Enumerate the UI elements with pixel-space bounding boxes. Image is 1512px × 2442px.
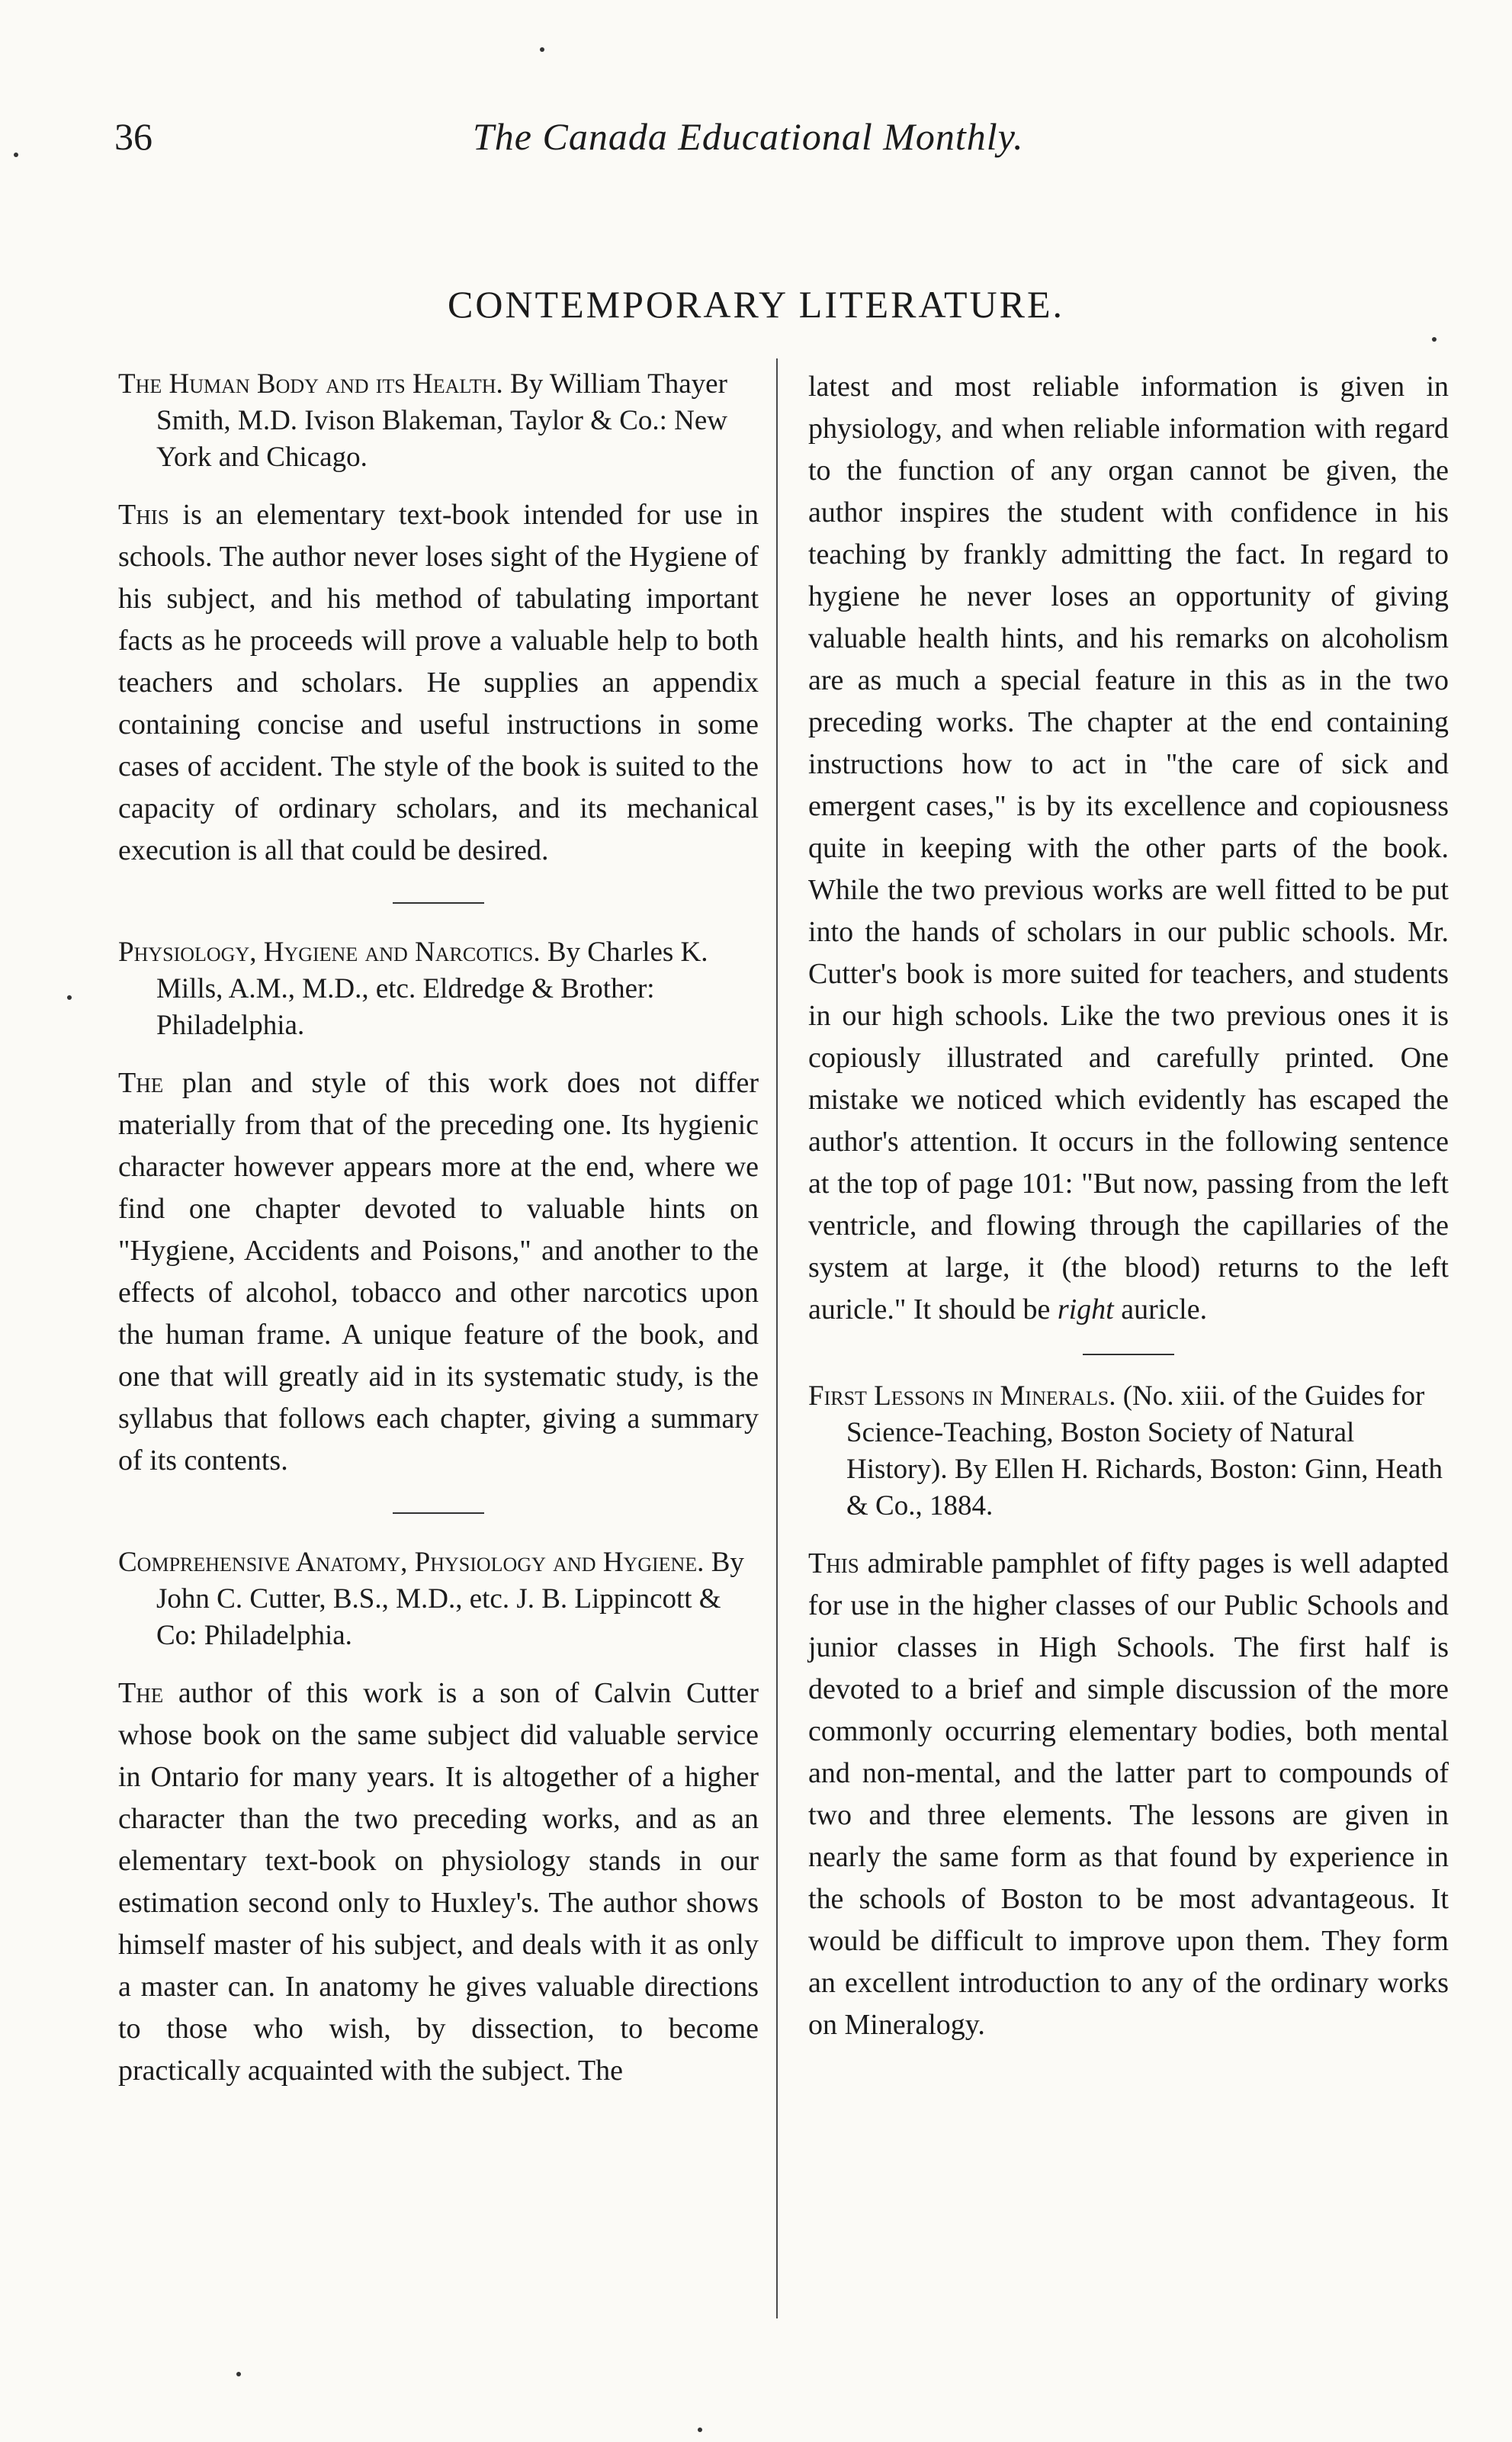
review-body bbox=[118, 1672, 759, 2092]
right-column bbox=[808, 366, 1449, 2046]
review-bibliography: By John C. Cutter, B.S., M.D., etc. J. B. Lippincott & Co: Philadelphia. bbox=[156, 1547, 744, 1651]
review-heading bbox=[118, 1544, 759, 1654]
print-speck bbox=[14, 153, 18, 157]
review-title: First Lessons in Minerals. bbox=[808, 1380, 1116, 1412]
review-title: Physiology, Hygiene and Narcotics. bbox=[118, 937, 541, 968]
review-divider bbox=[393, 1512, 484, 1514]
print-speck bbox=[236, 2372, 241, 2376]
review-divider bbox=[1083, 1354, 1174, 1355]
review-lead-word: The bbox=[118, 1067, 164, 1099]
review-title: The Human Body and its Health. bbox=[118, 368, 503, 400]
review-lead-word: The bbox=[118, 1677, 164, 1709]
emphasized-word: right bbox=[1057, 1293, 1114, 1325]
page-number: 36 bbox=[114, 115, 152, 158]
review-heading bbox=[118, 366, 759, 476]
running-header bbox=[114, 114, 1144, 168]
review-bibliography: By William Thayer Smith, M.D. Ivison Blakeman, Taylor & Co.: New York and Chicago. bbox=[156, 368, 728, 473]
review-bibliography: By Charles K. Mills, A.M., M.D., etc. Eldredge & Brother: Philadelphia. bbox=[156, 937, 708, 1041]
print-speck bbox=[1432, 337, 1437, 342]
left-column bbox=[118, 366, 759, 2092]
review-text: plan and style of this work does not differ materially from that of the preceding one. Its hygienic character however appears more at the end, where we find one chapter devoted to valuable hints on "Hygiene, Accidents and Poisons," and another to the effects of alcohol, tobacco and other narcotics upon the human frame. A unique feature of the book, and one that will greatly aid in its systematic study, is the syllabus that follows each chapter, giving a summary of its contents. bbox=[118, 1067, 759, 1476]
review-text: latest and most reliable information is given in physiology, and when reliable information with regard to the function of any organ cannot be given, the author inspires the student with confidence in his teaching by frankly admitting the fact. In regard to hygiene he never loses an opportunity of giving valuable health hints, and his remarks on alcoholism are as much a special feature in this as in the two preceding works. The chapter at the end containing instructions how to act in "the care of sick and emergent cases," is by its excellence and copiousness quite in keeping with the other parts of the book. While the two previous works are well fitted to be put into the hands of scholars in our public schools. Mr. Cutter's book is more suited for teachers, and students in our high schools. Like the two previous ones it is copiously illustrated and carefully printed. One mistake we noticed which evidently has escaped the author's attention. It occurs in the following sentence at the top of page 101: "But now, passing from the left ventricle, and flowing through the capillaries of the system at large, it (the blood) returns to the left auricle." It should be bbox=[808, 371, 1449, 1325]
review-heading bbox=[808, 1378, 1449, 1525]
print-speck bbox=[698, 2428, 702, 2432]
review-lead-word: This bbox=[118, 499, 169, 531]
review-heading bbox=[118, 934, 759, 1044]
journal-title: The Canada Educational Monthly. bbox=[473, 115, 1024, 158]
review-text: author of this work is a son of Calvin Cutter whose book on the same subject did valuable service in Ontario for many years. It is altogether of a higher character than the two preceding works, and as an elementary text-book on physiology stands in our estimation second only to Huxley's. The author shows himself master of his subject, and deals with it as only a master can. In anatomy he gives valuable directions to those who wish, by dissection, to become practically acquainted with the subject. The bbox=[118, 1677, 759, 2087]
review-comprehensive-anatomy bbox=[118, 1544, 759, 2092]
review-physiology-hygiene-narcotics bbox=[118, 934, 759, 1482]
review-bibliography: (No. xiii. of the Guides for Science-Teaching, Boston Society of Natural History). By Ellen H. Richards, Boston: Ginn, Heath & Co., 1884. bbox=[846, 1380, 1443, 1521]
review-human-body bbox=[118, 366, 759, 872]
review-first-lessons-minerals bbox=[808, 1378, 1449, 2046]
review-body bbox=[118, 1062, 759, 1482]
review-title: Comprehensive Anatomy, Physiology and Hygiene. bbox=[118, 1547, 705, 1578]
print-speck bbox=[67, 995, 72, 1000]
review-closing-text: auricle. bbox=[1121, 1293, 1208, 1325]
review-divider bbox=[393, 902, 484, 904]
review-body bbox=[808, 1543, 1449, 2046]
print-speck bbox=[540, 47, 544, 52]
column-divider bbox=[776, 358, 778, 2318]
review-text: is an elementary text-book intended for use in schools. The author never loses sight of the Hygiene of his subject, and his method of tabulating important facts as he proceeds will prove a valuable help to both teachers and scholars. He supplies an appendix containing concise and useful instructions in some cases of accident. The style of the book is suited to the capacity of ordinary scholars, and its mechanical execution is all that could be desired. bbox=[118, 499, 759, 866]
review-continuation bbox=[808, 366, 1449, 1331]
review-text: admirable pamphlet of fifty pages is well adapted for use in the higher classes of our Public Schools and junior classes in High Schools. The first half is devoted to a brief and simple discussion of the more commonly occurring elementary bodies, both mental and non-mental, and the latter part to compounds of two and three elements. The lessons are given in nearly the same form as that found by experience in the schools of Boston to be most advantageous. It would be difficult to improve upon them. They form an excellent introduction to any of the ordinary works on Mineralogy. bbox=[808, 1547, 1449, 2041]
section-title: CONTEMPORARY LITERATURE. bbox=[447, 283, 1065, 326]
review-lead-word: This bbox=[808, 1547, 859, 1579]
review-body bbox=[118, 494, 759, 872]
